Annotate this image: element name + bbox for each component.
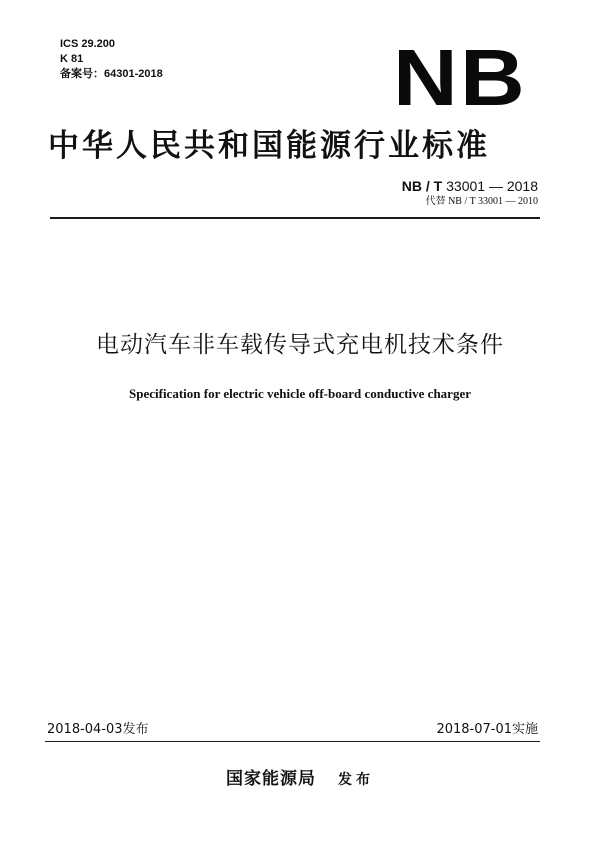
publisher-organization: 国家能源局 (226, 769, 316, 789)
standard-number (402, 178, 538, 194)
replaces-standard: 代替 NB / T 33001 — 2010 (425, 196, 538, 207)
filing-number: 备案号：64301-2018 (60, 68, 163, 80)
standard-number-value: 33001 — 2018 (446, 178, 538, 194)
implementation-date: 2018-07-01实施 (436, 722, 538, 737)
issue-date: 2018-04-03发布 (47, 722, 149, 737)
standard-prefix: NB / T (401, 178, 443, 194)
document-title-chinese: 电动汽车非车载传导式充电机技术条件 (96, 332, 504, 358)
publisher-line (0, 767, 600, 792)
ccs-code: K 81 (60, 53, 84, 65)
ics-code: ICS 29.200 (60, 38, 116, 50)
publisher-action: 发布 (338, 772, 374, 788)
footer-divider (45, 741, 540, 742)
standard-type-heading: 中华人民共和国能源行业标准 (48, 128, 490, 164)
document-title-english: Specification for electric vehicle off-board conductive charger (129, 386, 471, 401)
classification-block (60, 37, 163, 82)
nb-logo: NB (393, 33, 527, 122)
header-divider (50, 217, 540, 219)
